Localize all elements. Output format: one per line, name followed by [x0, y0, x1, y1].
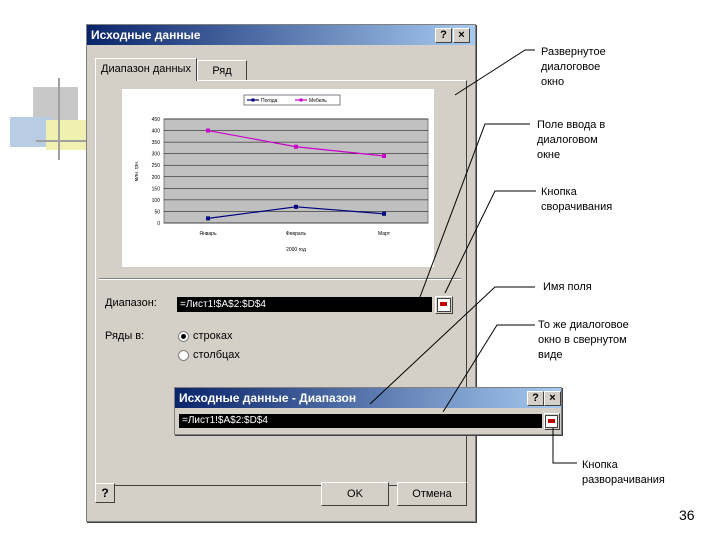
data-point: [294, 145, 298, 149]
collapsed-dialog: [174, 387, 562, 435]
annotation-expand-button: Кнопка разворачивания: [582, 459, 665, 486]
collapsed-range-input[interactable]: =Лист1!$A$2:$D$4: [179, 414, 542, 428]
cancel-button[interactable]: Отмена: [397, 482, 467, 506]
collapsed-titlebar: [175, 388, 561, 408]
y-axis-label: млн. грн.: [134, 160, 140, 182]
radio-rows[interactable]: [178, 331, 189, 342]
legend-marker: [300, 99, 303, 102]
y-tick-label: 0: [157, 221, 160, 227]
data-point: [294, 205, 298, 209]
radio-columns[interactable]: [178, 350, 189, 361]
series-in-label: Ряды в:: [105, 330, 145, 342]
legend-label: Мебель: [309, 98, 327, 104]
page-number: 36: [679, 507, 695, 523]
ok-button[interactable]: OK: [321, 482, 389, 506]
data-point: [206, 216, 210, 220]
decor-line-h: [36, 140, 88, 142]
data-point: [206, 129, 210, 133]
legend-label: Погода: [261, 98, 278, 104]
y-tick-label: 450: [151, 117, 160, 123]
range-input[interactable]: =Лист1!$A$2:$D$4: [177, 297, 432, 312]
source-data-dialog: [86, 24, 476, 522]
x-tick-label: Февраль: [285, 231, 307, 237]
annotation-field-name: Имя поля: [543, 281, 592, 293]
y-tick-label: 150: [151, 186, 160, 193]
data-point: [382, 154, 386, 158]
annotation-collapsed-dialog: То же диалоговое окно в свернутом виде: [538, 319, 629, 361]
chart-svg: [122, 89, 434, 267]
y-tick-label: 300: [151, 151, 160, 158]
y-tick-label: 100: [151, 197, 160, 204]
collapsed-title: Исходные данные - Диапазон: [179, 391, 357, 405]
chart-preview: [122, 89, 434, 267]
expand-icon: [545, 415, 558, 428]
y-tick-label: 400: [151, 128, 160, 135]
annotation-expanded-dialog: Развернутое диалоговое окно: [541, 46, 606, 88]
help-icon: ?: [101, 486, 109, 500]
data-point: [382, 212, 386, 216]
close-button[interactable]: ×: [453, 28, 470, 43]
help-icon-button[interactable]: [95, 483, 115, 503]
decor-line-v: [58, 78, 60, 160]
tab-series[interactable]: Ряд: [197, 60, 247, 81]
y-tick-label: 250: [151, 163, 160, 170]
annotation-collapse-button: Кнопка сворачивания: [541, 186, 613, 213]
x-axis-label: 2000 год: [286, 247, 306, 253]
decor-square-yellow: [46, 120, 86, 150]
separator: [99, 278, 461, 280]
radio-columns-label: столбцах: [193, 349, 240, 361]
legend-marker: [252, 99, 255, 102]
range-label: Диапазон:: [105, 297, 157, 309]
collapsed-help-button[interactable]: ?: [527, 391, 544, 406]
expand-button[interactable]: [544, 413, 560, 430]
y-tick-label: 200: [151, 174, 160, 181]
y-tick-label: 350: [151, 140, 160, 147]
help-button[interactable]: ?: [435, 28, 452, 43]
y-tick-label: 50: [154, 209, 160, 216]
collapsed-close-button[interactable]: ×: [544, 391, 561, 406]
x-tick-label: Март: [378, 231, 390, 237]
dialog-title: Исходные данные: [91, 28, 201, 42]
radio-rows-label: строках: [193, 330, 233, 342]
collapse-icon: [437, 298, 451, 312]
tab-data-range[interactable]: Диапазон данных: [95, 58, 197, 81]
collapse-button[interactable]: [435, 296, 453, 314]
dialog-titlebar: [87, 25, 475, 45]
x-tick-label: Январь: [199, 231, 217, 237]
annotation-input-field: Поле ввода в диалоговом окне: [537, 119, 606, 161]
